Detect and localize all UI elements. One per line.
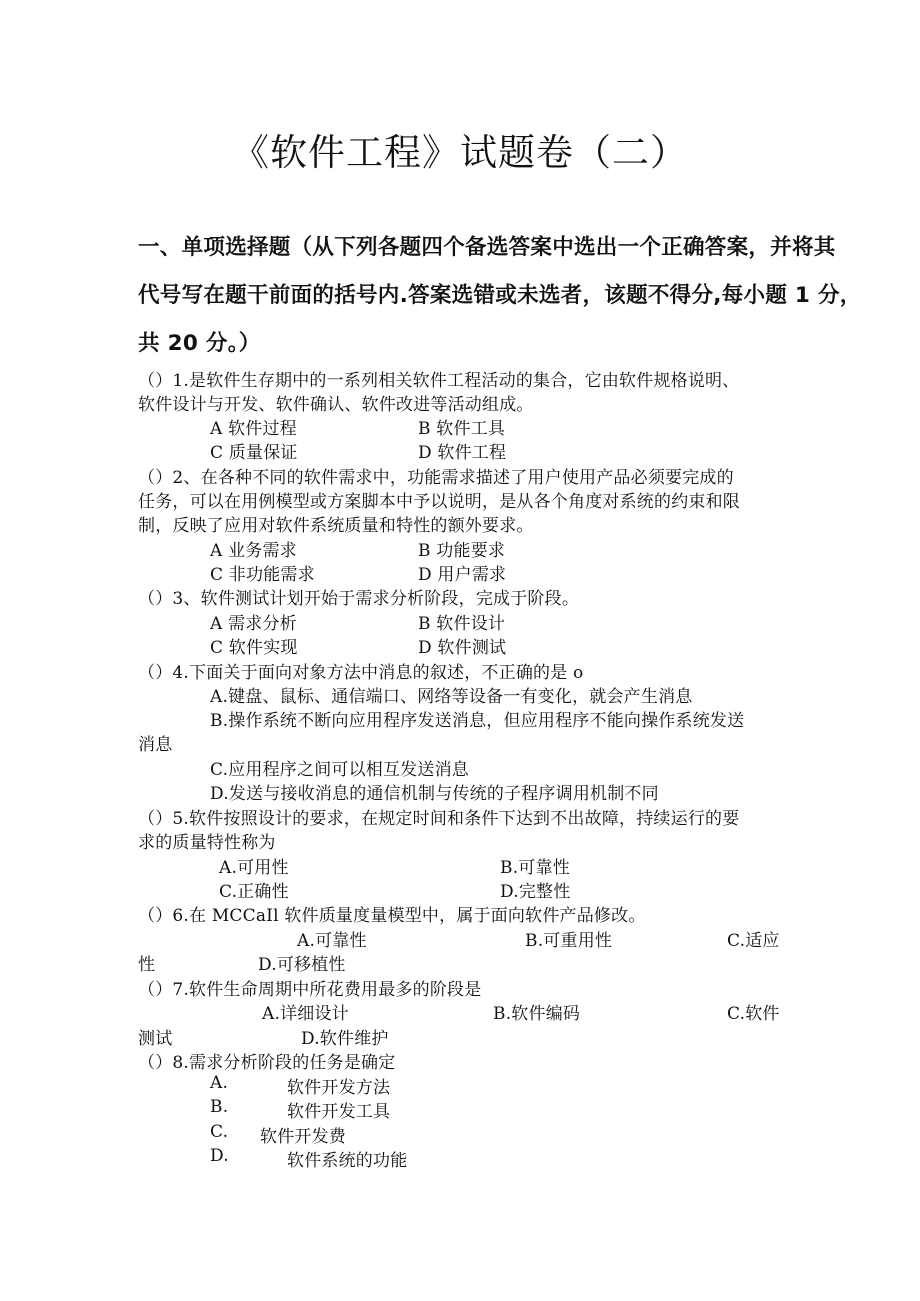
- question-1-line-1: （）1.是软件生存期中的一系列相关软件工程活动的集合，它由软件规格说明、: [138, 371, 740, 391]
- question-3-option-b: B 软件设计: [418, 614, 506, 634]
- question-3-option-c: C 软件实现: [210, 638, 298, 658]
- question-8-option-a-letter: A.: [210, 1073, 229, 1093]
- section-heading-line-1: 一、单项选择题（从下列各题四个备选答案中选出一个正确答案，并将其: [138, 235, 836, 260]
- question-5-option-c: C.正确性: [219, 882, 289, 902]
- question-2-option-a: A 业务需求: [210, 541, 297, 561]
- question-4-option-d: D.发送与接收消息的通信机制与传统的子程序调用机制不同: [210, 784, 659, 804]
- question-7-line-1: （）7.软件生命周期中所花费用最多的阶段是: [138, 980, 482, 1000]
- question-6-option-d: D.可移植性: [258, 955, 346, 975]
- question-7-option-d: D.软件维护: [301, 1029, 389, 1049]
- question-6-option-c-continued: 性: [138, 955, 156, 975]
- question-8-line-1: （）8.需求分析阶段的任务是确定: [138, 1053, 396, 1073]
- question-2-option-c: C 非功能需求: [210, 565, 315, 585]
- question-4-line-1: （）4.下面关于面向对象方法中消息的叙述，不正确的是 o: [138, 663, 584, 683]
- question-5-option-d: D.完整性: [500, 882, 571, 902]
- question-5-line-2: 求的质量特性称为: [138, 833, 276, 853]
- question-8-option-b-letter: B.: [210, 1097, 229, 1117]
- question-3-line-1: （）3、软件测试计划开始于需求分析阶段，完成于阶段。: [138, 589, 580, 609]
- question-6-option-a: A.可靠性: [297, 931, 367, 951]
- question-8-option-d-letter: D.: [210, 1146, 229, 1166]
- question-7-option-b: B.软件编码: [493, 1004, 581, 1024]
- question-6-line-1: （）6.在 MCCaIl 软件质量度量模型中，属于面向软件产品修改。: [138, 906, 646, 926]
- question-4-option-b-continued: 消息: [138, 735, 173, 755]
- question-8-option-c-text: 软件开发费: [260, 1127, 346, 1147]
- section-heading-line-2: 代号写在题干前面的括号内.答案选错或未选者，该题不得分,每小题 1 分，: [138, 283, 862, 308]
- question-7-option-a: A.详细设计: [262, 1004, 349, 1024]
- question-7-option-c-continued: 测试: [138, 1029, 173, 1049]
- question-7-option-c: C.软件: [727, 1004, 780, 1024]
- question-4-option-a: A.键盘、鼠标、通信端口、网络等设备一有变化，就会产生消息: [210, 687, 693, 707]
- question-2-option-b: B 功能要求: [418, 541, 506, 561]
- section-heading-line-3: 共 20 分。）: [138, 331, 261, 356]
- question-5-option-b: B.可靠性: [500, 858, 570, 878]
- question-3-option-a: A 需求分析: [210, 614, 297, 634]
- question-2-line-1: （）2、在各种不同的软件需求中，功能需求描述了用户使用产品必须要完成的: [138, 468, 734, 488]
- question-1-option-d: D 软件工程: [418, 443, 507, 463]
- question-6-option-c: C.适应: [727, 931, 780, 951]
- question-4-option-b: B.操作系统不断向应用程序发送消息，但应用程序不能向操作系统发送: [210, 711, 745, 731]
- question-5-option-a: A.可用性: [219, 858, 289, 878]
- question-1-option-a: A 软件过程: [210, 419, 297, 439]
- question-8-option-a-text: 软件开发方法: [287, 1078, 391, 1098]
- question-2-line-2: 任务，可以在用例模型或方案脚本中予以说明，是从各个角度对系统的约束和限: [138, 492, 740, 512]
- question-6-option-b: B.可重用性: [525, 931, 613, 951]
- question-2-line-3: 制，反映了应用对软件系统质量和特性的额外要求。: [138, 516, 534, 536]
- question-4-option-c: C.应用程序之间可以相互发送消息: [210, 760, 470, 780]
- question-8-option-d-text: 软件系统的功能: [287, 1151, 408, 1171]
- question-8-option-b-text: 软件开发工具: [287, 1102, 391, 1122]
- question-1-option-b: B 软件工具: [418, 419, 506, 439]
- question-3-option-d: D 软件测试: [418, 638, 507, 658]
- question-8-option-c-letter: C.: [210, 1122, 229, 1142]
- question-1-line-2: 软件设计与开发、软件确认、软件改进等活动组成。: [138, 395, 534, 415]
- question-1-option-c: C 质量保证: [210, 443, 298, 463]
- question-5-line-1: （）5.软件按照设计的要求，在规定时间和条件下达到不出故障，持续运行的要: [138, 809, 740, 829]
- page-title: 《软件工程》试题卷（二）: [232, 131, 688, 174]
- question-2-option-d: D 用户需求: [418, 565, 507, 585]
